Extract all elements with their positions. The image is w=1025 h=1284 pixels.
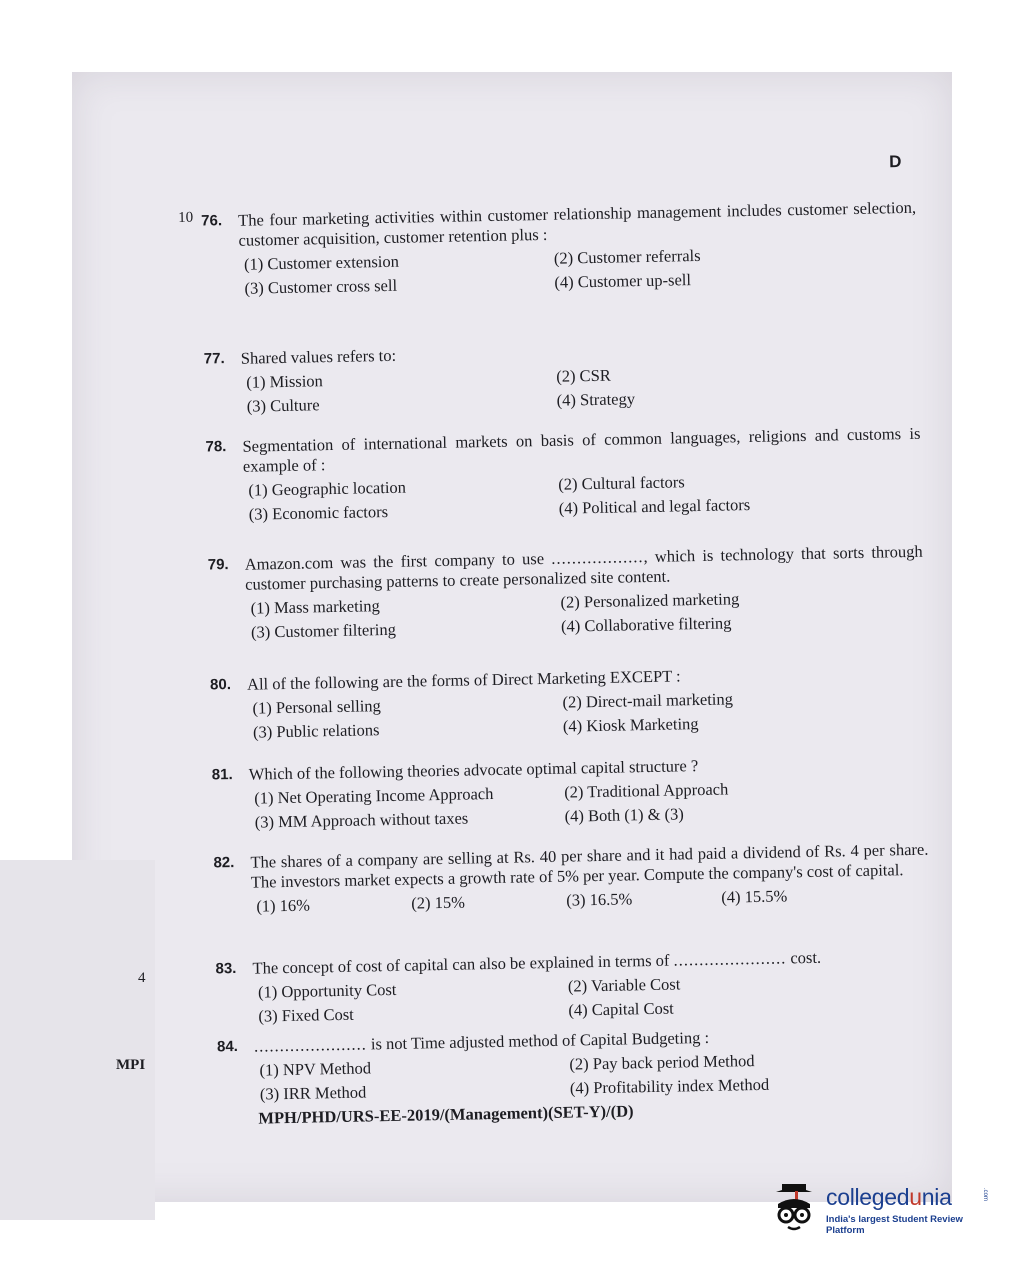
page-number: 10 — [177, 209, 194, 226]
option-1: (1) NPV Method — [259, 1058, 372, 1080]
option-3: (3) Public relations — [252, 720, 380, 742]
option-1: (1) Net Operating Income Approach — [254, 784, 494, 808]
option-4: (4) 15.5% — [721, 886, 788, 907]
question-84 — [217, 1024, 933, 1106]
question-78 — [205, 424, 922, 526]
question-81 — [212, 752, 928, 834]
options — [252, 686, 926, 743]
margin-code-fragment: MPI — [116, 1057, 146, 1073]
option-1: (1) Customer extension — [243, 251, 400, 274]
option-4: (4) Political and legal factors — [558, 495, 751, 518]
option-4: (4) Kiosk Marketing — [562, 714, 699, 736]
options — [248, 468, 922, 525]
option-2: (2) Pay back period Method — [569, 1051, 755, 1074]
option-1: (1) Mission — [246, 371, 323, 392]
question-number: 84. — [216, 1037, 239, 1056]
question-82 — [213, 840, 929, 918]
option-2: (2) Variable Cost — [567, 974, 681, 996]
question-text: All of the following are the forms of Direct Marketing EXCEPT : — [246, 666, 681, 694]
question-number: 83. — [215, 959, 237, 978]
question-number: 81. — [211, 766, 233, 784]
brand-domain: .com — [982, 1188, 988, 1202]
options — [254, 776, 928, 833]
question-79 — [208, 542, 925, 644]
option-3: (3) Customer cross sell — [244, 275, 398, 298]
option-3: (3) MM Approach without taxes — [254, 808, 469, 832]
option-2: (2) Traditional Approach — [564, 779, 729, 802]
question-text: Shared values refers to: — [240, 345, 397, 368]
question-text-end: , which is technology that sorts through customer purchasing patterns to create personalized site content. — [244, 541, 923, 594]
question-text-start: The concept of cost of capital can also be explained in terms of — [252, 950, 670, 978]
margin-number: 4 — [138, 970, 146, 986]
question-text-end: cost. — [786, 947, 822, 968]
options — [259, 1048, 933, 1105]
option-1: (1) Mass marketing — [250, 596, 381, 618]
question-77 — [204, 336, 920, 418]
option-4: (4) Collaborative filtering — [560, 613, 732, 636]
question-76 — [201, 198, 918, 300]
answer-blank: ...................... — [673, 948, 787, 970]
brand-tagline: India's largest Student Review Platform — [826, 1214, 963, 1236]
set-code: D — [888, 152, 902, 172]
question-83 — [215, 946, 931, 1028]
option-3: (3) IRR Method — [259, 1082, 367, 1104]
option-3: (3) 16.5% — [566, 889, 633, 910]
question-text: The four marketing activities within customer relationship management includes customer selection, customer acquisition, customer retention plus : — [237, 197, 917, 250]
answer-blank: .................. — [551, 547, 644, 568]
answer-blank: ...................... — [253, 1034, 367, 1056]
options — [244, 242, 918, 299]
option-3: (3) Culture — [246, 395, 320, 416]
question-text: The shares of a company are selling at Rs. 40 per share and it had paid a dividend of Rs. 4 per share. The investors market expects a growth rate of 5% per year. Compute the company's cost of capital. — [250, 839, 929, 892]
options — [258, 970, 932, 1027]
paper-code-footer: MPH/PHD/URS-EE-2019/(Management)(SET-Y)/(D) — [258, 1101, 634, 1128]
option-1: (1) Personal selling — [252, 696, 382, 718]
question-text: Which of the following theories advocate optimal capital structure ? — [248, 756, 699, 784]
collegedunia-watermark — [768, 1178, 998, 1238]
brand-name: collegedunia — [826, 1184, 952, 1210]
option-2: (2) Direct-mail marketing — [562, 689, 734, 712]
question-number: 76. — [201, 212, 223, 230]
option-2: (2) 15% — [411, 892, 466, 913]
question-text-end: is not Time adjusted method of Capital Budgeting : — [366, 1027, 710, 1054]
question-number: 79. — [207, 556, 229, 574]
question-text: Segmentation of international markets on basis of common languages, religions and customs is example of : — [242, 423, 921, 476]
option-4: (4) Capital Cost — [568, 998, 674, 1020]
option-2: (2) Cultural factors — [558, 472, 685, 494]
question-number: 78. — [205, 438, 227, 456]
option-2: (2) Customer referrals — [553, 245, 701, 268]
exam-page — [175, 145, 964, 1160]
options — [250, 586, 924, 643]
option-1: (1) 16% — [256, 895, 311, 916]
option-1: (1) Geographic location — [248, 477, 407, 500]
options — [246, 360, 920, 417]
option-4: (4) Strategy — [556, 389, 636, 410]
option-4: (4) Profitability index Method — [569, 1074, 770, 1098]
option-2: (2) CSR — [556, 365, 611, 386]
option-3: (3) Fixed Cost — [258, 1004, 354, 1026]
question-number: 80. — [209, 676, 232, 694]
option-3: (3) Customer filtering — [250, 619, 397, 642]
option-2: (2) Personalized marketing — [560, 589, 740, 612]
question-number: 77. — [203, 350, 225, 368]
underlying-page-edge — [0, 860, 155, 1220]
mascot-icon — [768, 1182, 820, 1234]
option-4: (4) Customer up-sell — [554, 270, 692, 292]
question-text-start: Amazon.com was the first company to use — [244, 548, 545, 574]
option-1: (1) Opportunity Cost — [257, 979, 397, 1002]
option-4: (4) Both (1) & (3) — [564, 804, 684, 826]
option-3: (3) Economic factors — [248, 501, 389, 524]
question-number: 82. — [213, 853, 235, 872]
question-80 — [210, 662, 926, 744]
